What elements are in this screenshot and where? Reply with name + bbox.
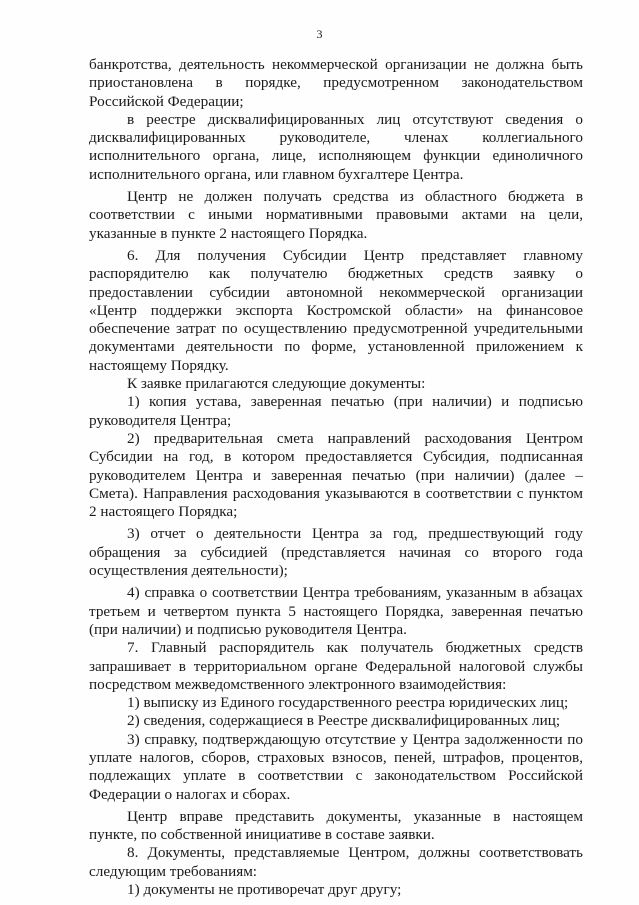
paragraph: К заявке прилагаются следующие документы: [127, 375, 426, 393]
page-number: 3 [316, 27, 323, 41]
paragraph: 3) справку, подтверждающую отсутствие у Центра задолженности по уплате налогов, сборов, страховых взносов, пеней, штрафов, процентов, подлежащих уплате в соответствии с законодательством Российской Федерации о налогах и сборах. [89, 730, 583, 803]
paragraph: 3) отчет о деятельности Центра за год, предшествующий году обращения за субсидией (представляется начиная со второго года осуществления деятельности); [89, 525, 583, 580]
paragraph: 6. Для получения Субсидии Центр представляет главному распорядителю как получателю бюджетных средств заявку о предоставлении субсидии автономной некоммерческой организации «Центр поддержки экспорта Костромской области» на финансовое обеспечение затрат по осуществлению предусмотренной учредительными документами деятельности по форме, установленной приложением к настоящему Порядку. [89, 246, 583, 374]
paragraph: 2) предварительная смета направлений расходования Центром Субсидии на год, в котором предоставляется Субсидия, подписанная руководителем Центра и заверенная печатью (при наличии) (далее – Смета). Направления расходования указываются в соответствии с пунктом 2 настоящего Порядка; [89, 429, 583, 521]
paragraph: 2) сведения, содержащиеся в Реестре дисквалифицированных лиц; [127, 712, 561, 730]
paragraph: 1) выписку из Единого государственного реестра юридических лиц; [127, 694, 569, 712]
paragraph: банкротства, деятельность некоммерческой организации не должна быть приостановлена в порядке, предусмотренном законодательством Российской Федерации; [89, 56, 583, 110]
paragraph: 1) копия устава, заверенная печатью (при наличии) и подписью руководителя Центра; [89, 393, 583, 429]
paragraph: Центр не должен получать средства из областного бюджета в соответствии с иными нормативными правовыми актами на цели, указанные в пункте 2 настоящего Порядка. [89, 188, 583, 242]
paragraph: в реестре дисквалифицированных лиц отсутствуют сведения о дисквалифицированных руководителе, членах коллегиального исполнительного органа, лице, исполняющем функции единоличного исполнительного органа, или главном бухгалтере Центра. [89, 110, 583, 183]
paragraph: Центр вправе представить документы, указанные в настоящем пункте, по собственной инициативе в составе заявки. [89, 807, 583, 844]
document-body [89, 56, 583, 899]
paragraph: 7. Главный распорядитель как получатель бюджетных средств запрашивает в территориальном органе Федеральной налоговой службы посредством межведомственного электронного взаимодействия: [89, 639, 583, 693]
paragraph: 8. Документы, представляемые Центром, должны соответствовать следующим требованиям: [89, 844, 583, 880]
paragraph: 4) справка о соответствии Центра требованиям, указанным в абзацах третьем и четвертом пункта 5 настоящего Порядка, заверенная печатью (при наличии) и подписью руководителя Центра. [89, 584, 583, 638]
paragraph: 1) документы не противоречат друг другу; [127, 881, 402, 899]
